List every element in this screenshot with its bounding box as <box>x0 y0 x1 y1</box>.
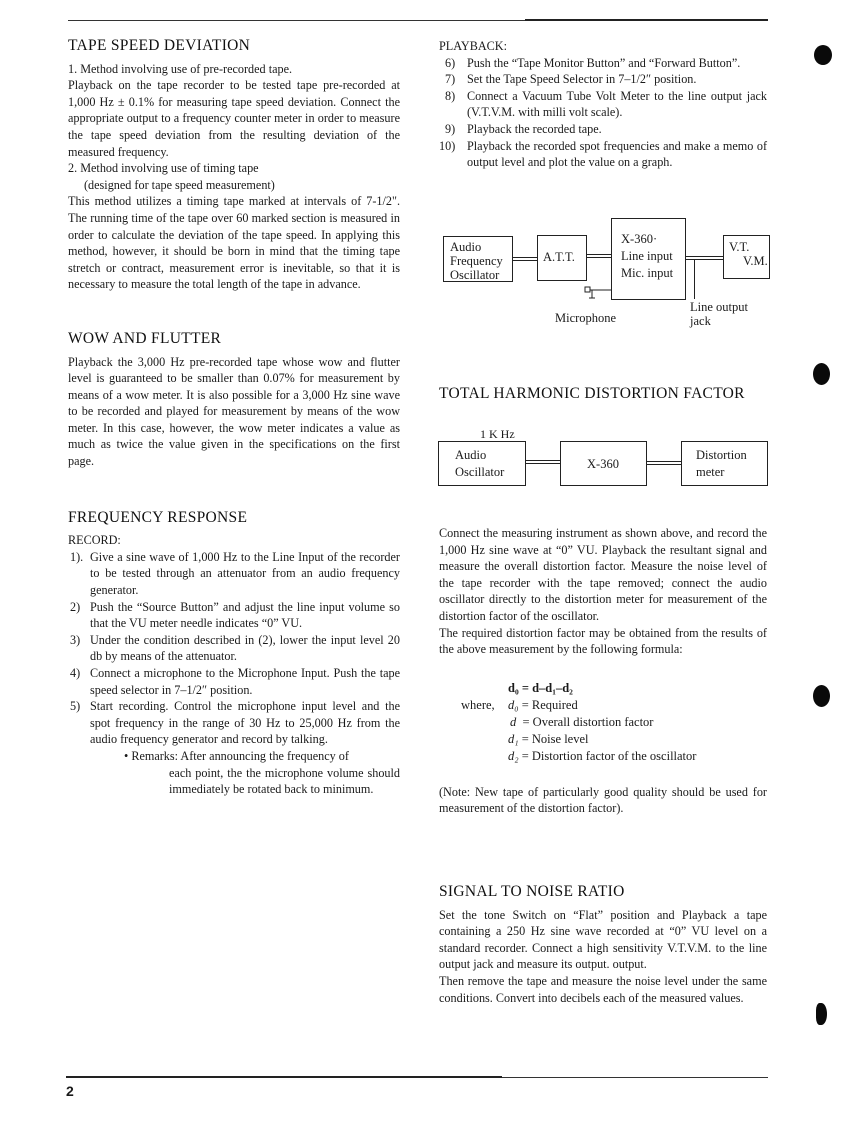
frequency-label: 1 K Hz <box>480 427 515 441</box>
audio-oscillator-box <box>438 441 526 486</box>
step-text: Give a sine wave of 1,000 Hz to the Line Input of the recorder to be tested through an attenuator from an audio frequency generator. <box>90 549 400 598</box>
section-title: FREQUENCY RESPONSE <box>68 508 248 526</box>
step-number: 1). <box>70 549 84 564</box>
step-number: 9) <box>445 121 456 136</box>
distortion-meter-box <box>681 441 768 486</box>
box-label: V.T. <box>729 240 750 254</box>
box-label: X-360 <box>587 457 619 471</box>
section-wow-and-flutter <box>68 331 400 470</box>
box-label: meter <box>696 465 725 479</box>
binder-hole-icon <box>816 1003 827 1025</box>
definition-meaning: = Required <box>521 697 578 712</box>
snr-paragraph-2: Then remove the tape and measure the noise level under the same conditions. Convert into decibels each of the measured values. <box>439 973 767 1005</box>
binder-hole-icon <box>813 685 830 707</box>
definition-symbol: d₂ <box>508 748 519 763</box>
step-item <box>439 121 767 138</box>
remarks-label: • Remarks: <box>124 748 179 763</box>
formula-where-label: where, <box>461 697 495 712</box>
binder-hole-icon <box>814 45 832 65</box>
wire-osc-att <box>513 257 537 261</box>
section-title: TAPE SPEED DEVIATION <box>68 37 251 54</box>
step-text: Playback the recorded tape. <box>467 121 602 136</box>
method1-text: Playback on the tape recorder to be tested tape pre-recorded at 1,000 Hz ± 0.1% for measuring tape speed deviation. Connect the appropriate output to a frequency counter meter in order to measure the tape speed deviation from the resulting deviation of the measured frequency. <box>68 78 400 159</box>
method2-heading: 2. Method involving use of timing tape <box>68 161 259 176</box>
right-column <box>439 38 767 171</box>
binder-hole-icon <box>813 363 830 385</box>
box-label: A.T.T. <box>543 250 575 264</box>
box-label: Mic. input <box>621 266 674 280</box>
playback-label: PLAYBACK: <box>439 39 507 53</box>
box-label: Oscillator <box>450 268 500 282</box>
step-text: Connect a microphone to the Microphone Input. Push the tape speed selector in 7–1/2″ position. <box>90 666 400 697</box>
method2-subheading: (designed for tape speed measurement) <box>84 177 275 192</box>
distortion-paragraph-2: The required distortion factor may be obtained from the results of the above measurement by the following formula: <box>439 625 767 657</box>
formula-definition <box>508 731 589 748</box>
playback-steps <box>439 55 767 171</box>
step-text: Start recording. Control the microphone input level and the spot frequency in the range of 30 Hz to 25,000 Hz from the audio frequency generator and record by talking. <box>90 699 400 747</box>
page-number: 2 <box>66 1083 74 1099</box>
step-item <box>68 632 400 665</box>
remarks <box>68 748 400 765</box>
step-number: 4) <box>70 666 81 680</box>
definition-meaning: = Noise level <box>521 731 589 746</box>
box-label: Audio <box>455 448 487 462</box>
audio-frequency-oscillator-box <box>443 236 513 282</box>
distortion-formula <box>439 680 767 770</box>
step-number: 5) <box>70 699 81 714</box>
step-text: Under the condition described in (2), lower the input level 20 db by means of the attenuator. <box>90 632 400 664</box>
wire-osc-x360 <box>526 460 560 464</box>
left-column <box>68 38 400 798</box>
step-text: Push the “Source Button” and adjust the line input volume so that the VU meter needle indicates “0” VU. <box>90 599 400 631</box>
line-output-jack-label <box>690 300 748 328</box>
step-text: Connect a Vacuum Tube Volt Meter to the line output jack (V.T.V.M. with milli volt scale). <box>467 88 767 120</box>
section-frequency-response <box>68 510 400 798</box>
section-total-harmonic-distortion <box>439 386 767 409</box>
label-line: jack <box>690 314 711 328</box>
step-item <box>68 599 400 632</box>
label-line: Line output <box>690 300 748 314</box>
method1-heading: 1. Method involving use of pre-recorded tape. <box>68 61 293 76</box>
wire-recorder-meter <box>686 256 723 260</box>
step-number: 3) <box>70 632 81 647</box>
definition-symbol: d₀ <box>508 697 519 712</box>
remarks-text-first: After announcing the frequency of <box>180 748 349 763</box>
formula-definition <box>508 697 578 714</box>
step-item <box>439 55 767 72</box>
section-signal-to-noise <box>439 884 767 1006</box>
method2-text: This method utilizes a timing tape marked at intervals of 7-1/2". The running time of the tape over 60 marked section is measured in order to calculate the deviation of the tape speed. In applying this method, however, it should be born in mind that the timing tape stretch or contract, measurement error is inevitable, so that it is necessary to measure the total length of the tape in advance. <box>68 194 400 292</box>
box-label: X-360· <box>621 232 658 246</box>
microphone-icon <box>584 286 614 300</box>
section-title: SIGNAL TO NOISE RATIO <box>439 883 625 900</box>
definition-meaning: = Overall distortion factor <box>522 714 654 729</box>
x360-box <box>560 441 647 486</box>
box-label: Audio <box>450 240 482 254</box>
distortion-text <box>439 525 767 817</box>
section-title: TOTAL HARMONIC DISTORTION FACTOR <box>439 385 745 402</box>
definition-symbol: d₁ <box>508 731 519 746</box>
step-item <box>68 665 400 698</box>
step-number: 10) <box>439 138 456 153</box>
step-text: Set the Tape Speed Selector in 7–1/2″ position. <box>467 72 697 87</box>
definition-symbol: d <box>510 714 517 729</box>
section-title: WOW AND FLUTTER <box>68 329 222 347</box>
step-text: Push the “Tape Monitor Button” and “Forward Button”. <box>467 55 741 70</box>
step-text: Playback the recorded spot frequencies and make a memo of output level and plot the value on a graph. <box>467 138 767 170</box>
attenuator-box <box>537 235 587 281</box>
distortion-paragraph-1: Connect the measuring instrument as shown above, and record the 1,000 Hz sine wave at “0” VU. Playback the resultant signal and measure the overall distortion factor. Measure the noise level of the tape recorder with the tape removed; connect the audio oscillator directly to the distortion meter for measurement of the distortion factor of the oscillator. <box>439 526 767 623</box>
record-label: RECORD: <box>68 533 121 548</box>
box-label: Frequency <box>450 254 503 268</box>
record-steps <box>68 549 400 748</box>
section-tape-speed-deviation <box>68 38 400 293</box>
box-label: Line input <box>621 249 673 263</box>
distortion-note: (Note: New tape of particularly good quality should be used for measurement of the distortion factor). <box>439 784 767 816</box>
section-playback <box>439 38 767 171</box>
step-item <box>68 549 400 599</box>
top-rule-accent <box>525 19 768 21</box>
step-number: 6) <box>445 55 456 70</box>
wire-att-recorder <box>587 254 611 258</box>
formula-equation: d₀ = d–d₁–d₂ <box>508 680 573 695</box>
step-item <box>439 88 767 121</box>
x360-recorder-box <box>611 218 686 300</box>
snr-paragraph-1: Set the tone Switch on “Flat” position and Playback a tape containing a 250 Hz sine wave recorded at “0” VU level on a standard recorder. Connect a high sensitivity V.T.V.M. to the line output jack and measure its output. output. <box>439 907 767 972</box>
step-number: 7) <box>445 72 456 87</box>
definition-meaning: = Distortion factor of the oscillator <box>521 748 697 763</box>
box-label: V.M. <box>743 254 768 268</box>
step-item <box>439 138 767 171</box>
step-number: 8) <box>445 88 456 103</box>
box-label: Distortion <box>696 448 747 462</box>
line-output-jack-lead <box>694 259 695 299</box>
step-item <box>439 71 767 88</box>
box-label: Oscillator <box>455 465 505 479</box>
microphone-label: Microphone <box>555 311 617 325</box>
step-number: 2) <box>70 599 81 614</box>
formula-definition <box>508 748 696 765</box>
formula-definition <box>510 714 653 731</box>
vtvm-box <box>723 235 770 279</box>
step-item <box>68 698 400 748</box>
bottom-rule-accent <box>66 1076 502 1078</box>
wire-x360-meter <box>647 461 681 465</box>
wow-flutter-text: Playback the 3,000 Hz pre-recorded tape whose wow and flutter level is guaranteed to be smaller than 0.07% for measurement by means of a wow meter. It is also possible for a 3,000 Hz sine wave to be recorded and played for measurement by means of the wow meter. In this case, however, the wow meter indicates a value as much as twice the value given in the specifications on the first page. <box>68 354 400 469</box>
remarks-text: each point, the the microphone volume should immediately be rotated back to minimum. <box>169 765 400 797</box>
